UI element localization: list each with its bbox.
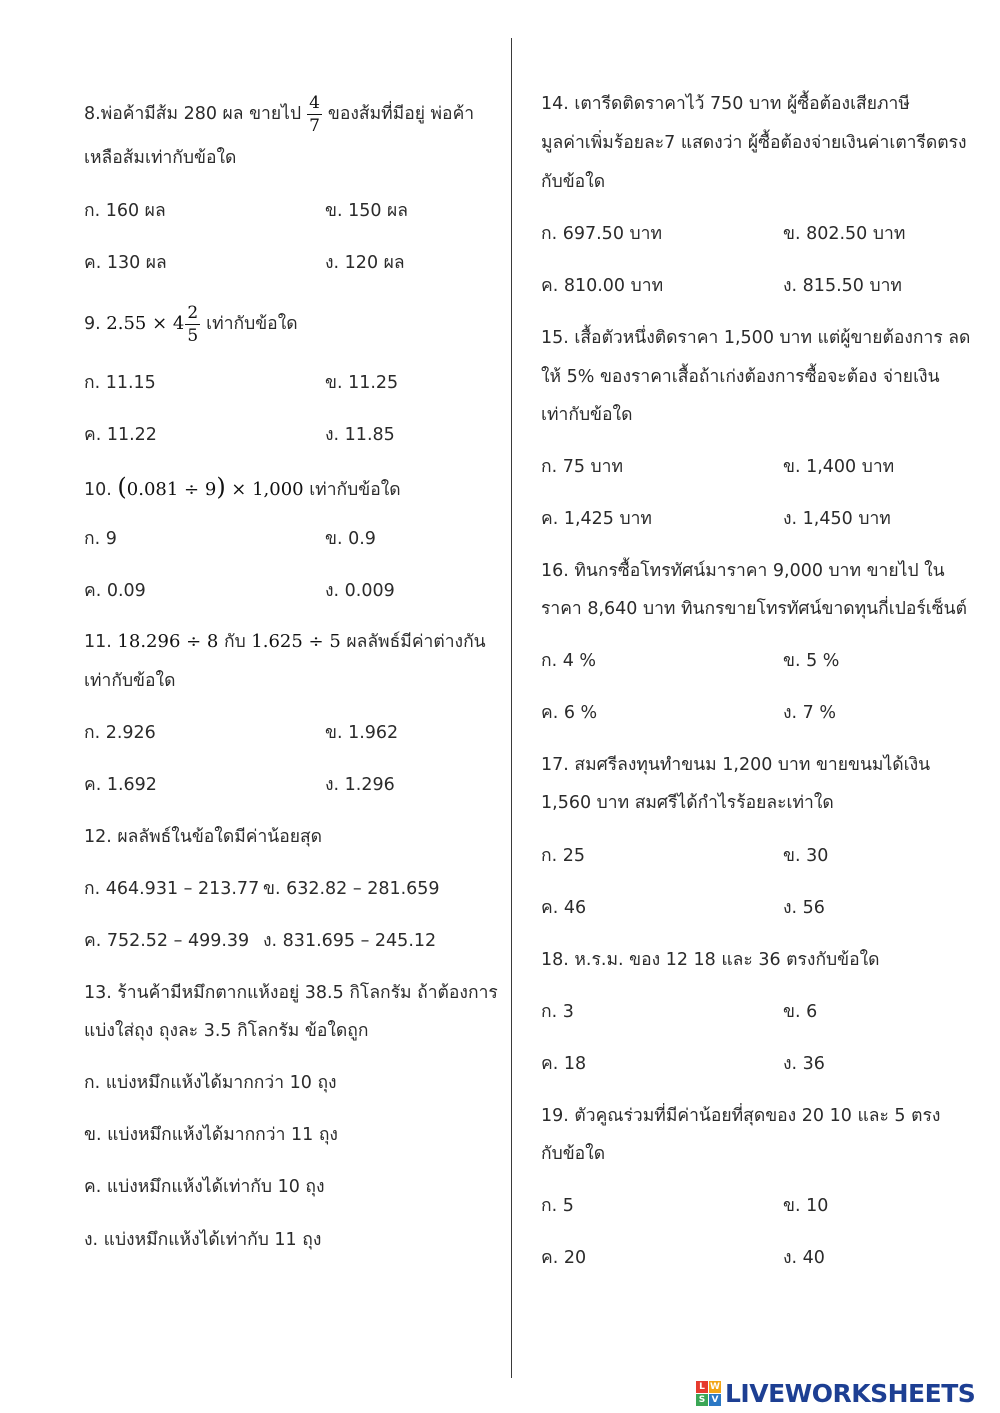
q11-connector: กับ	[223, 632, 246, 652]
q11-option-b[interactable]: ข. 1.962	[325, 723, 399, 743]
q9-expression: 2.55 × 4	[106, 313, 185, 334]
liveworksheets-logo-icon	[696, 1381, 721, 1406]
q10-option-c[interactable]: ค. 0.09	[84, 581, 146, 601]
q10-line-1	[84, 471, 401, 506]
q15-option-c[interactable]: ค. 1,425 บาท	[541, 509, 652, 529]
q16-option-b[interactable]: ข. 5 %	[783, 651, 840, 671]
q10-option-d[interactable]: ง. 0.009	[325, 581, 395, 601]
q17-line-2: 1,560 บาท สมศรีได้กำไรร้อยละเท่าใด	[541, 793, 834, 813]
q9-option-b[interactable]: ข. 11.25	[325, 373, 399, 393]
q12-option-d[interactable]: ง. 831.695 – 245.12	[263, 931, 437, 951]
q10-option-a[interactable]: ก. 9	[84, 529, 117, 549]
q14-line-2: มูลค่าเพิ่มร้อยละ7 แสดงว่า ผู้ซื้อต้องจ่ายเงินค่าเตารีดตรง	[541, 133, 967, 153]
logo-mark-cell: S	[696, 1394, 708, 1406]
q13-option-d[interactable]: ง. แบ่งหมึกแห้งได้เท่ากับ 11 ถุง	[84, 1230, 322, 1250]
q16-line-1: 16. ทินกรซื้อโทรทัศน์มาราคา 9,000 บาท ขายไป ใน	[541, 561, 945, 581]
q15-line-3: เท่ากับข้อใด	[541, 405, 633, 425]
q11-option-a[interactable]: ก. 2.926	[84, 723, 156, 743]
q13-line-1: 13. ร้านค้ามีหมึกตากแห้งอยู่ 38.5 กิโลกรัม ถ้าต้องการ	[84, 983, 498, 1003]
q9-fraction-numerator: 2	[187, 302, 199, 323]
q11-suffix: ผลลัพธ์มีค่าต่างกัน	[346, 632, 486, 652]
q18-option-a[interactable]: ก. 3	[541, 1002, 574, 1022]
q10-number: 10.	[84, 480, 112, 500]
q18-option-d[interactable]: ง. 36	[783, 1054, 825, 1074]
q17-option-b[interactable]: ข. 30	[783, 846, 829, 866]
q14-option-a[interactable]: ก. 697.50 บาท	[541, 224, 662, 244]
q11-line-2: เท่ากับข้อใด	[84, 671, 176, 691]
q8-fraction-numerator: 4	[309, 92, 320, 113]
q14-option-b[interactable]: ข. 802.50 บาท	[783, 224, 906, 244]
q12-line-1: 12. ผลลัพธ์ในข้อใดมีค่าน้อยสุด	[84, 827, 323, 847]
q17-option-d[interactable]: ง. 56	[783, 898, 825, 918]
q8-option-a[interactable]: ก. 160 ผล	[84, 201, 166, 221]
logo-mark-cell: W	[710, 1381, 720, 1392]
logo-mark-cell: L	[696, 1381, 708, 1393]
q10-expression-tail: × 1,000	[231, 479, 304, 500]
q8-fraction-denominator: 7	[309, 115, 320, 136]
q10-close-paren: )	[216, 473, 226, 501]
q11-option-d[interactable]: ง. 1.296	[325, 775, 395, 795]
q9-fraction	[185, 302, 200, 347]
q11-number: 11.	[84, 632, 112, 652]
q9-suffix: เท่ากับข้อใด	[206, 314, 298, 334]
q15-line-2: ให้ 5% ของราคาเสื้อถ้าเก่งต้องการซื้อจะต้อง จ่ายเงิน	[541, 367, 940, 387]
q19-option-d[interactable]: ง. 40	[783, 1248, 825, 1268]
q13-option-a[interactable]: ก. แบ่งหมึกแห้งได้มากกว่า 10 ถุง	[84, 1073, 337, 1093]
column-divider	[511, 38, 512, 1378]
q13-option-c[interactable]: ค. แบ่งหมึกแห้งได้เท่ากับ 10 ถุง	[84, 1177, 325, 1197]
q14-line-3: กับข้อใด	[541, 172, 606, 192]
q18-option-b[interactable]: ข. 6	[783, 1002, 818, 1022]
q10-suffix: เท่ากับข้อใด	[309, 480, 401, 500]
q15-option-d[interactable]: ง. 1,450 บาท	[783, 509, 891, 529]
q8-option-d[interactable]: ง. 120 ผล	[325, 253, 405, 273]
logo-mark-cell: V	[709, 1394, 721, 1406]
q9-fraction-denominator: 5	[187, 325, 199, 346]
q8-text-b: ของส้มที่มีอยู่ พ่อค้า	[327, 104, 475, 124]
liveworksheets-logo-text: LIVEWORKSHEETS	[725, 1378, 976, 1408]
q9-line-1	[84, 300, 298, 348]
q11-option-c[interactable]: ค. 1.692	[84, 775, 157, 795]
q16-option-d[interactable]: ง. 7 %	[783, 703, 836, 723]
q10-expression-inner: 0.081 ÷ 9	[126, 479, 217, 500]
q13-line-2: แบ่งใส่ถุง ถุงละ 3.5 กิโลกรัม ข้อใดถูก	[84, 1021, 369, 1041]
q12-option-a[interactable]: ก. 464.931 – 213.77	[84, 879, 260, 899]
q10-open-paren: (	[117, 473, 127, 501]
q15-option-b[interactable]: ข. 1,400 บาท	[783, 457, 895, 477]
q13-option-b[interactable]: ข. แบ่งหมึกแห้งได้มากกว่า 11 ถุง	[84, 1125, 338, 1145]
q8-option-b[interactable]: ข. 150 ผล	[325, 201, 409, 221]
liveworksheets-logo	[696, 1378, 975, 1408]
q14-line-1: 14. เตารีดติดราคาไว้ 750 บาท ผู้ซื้อต้องเสียภาษี	[541, 94, 910, 114]
q16-line-2: ราคา 8,640 บาท ทินกรขายโทรทัศน์ขาดทุนกี่เปอร์เซ็นต์	[541, 599, 967, 619]
q18-line-1: 18. ห.ร.ม. ของ 12 18 และ 36 ตรงกับข้อใด	[541, 950, 880, 970]
q11-expression-1: 18.296 ÷ 8	[117, 631, 219, 652]
q19-line-1: 19. ตัวคูณร่วมที่มีค่าน้อยที่สุดของ 20 10 และ 5 ตรง	[541, 1106, 941, 1126]
q10-option-b[interactable]: ข. 0.9	[325, 529, 376, 549]
q15-line-1: 15. เสื้อตัวหนึ่งติดราคา 1,500 บาท แต่ผู้ขายต้องการ ลด	[541, 328, 971, 348]
q15-option-a[interactable]: ก. 75 บาท	[541, 457, 624, 477]
q19-line-2: กับข้อใด	[541, 1144, 606, 1164]
q14-option-d[interactable]: ง. 815.50 บาท	[783, 276, 902, 296]
q11-expression-2: 1.625 ÷ 5	[251, 631, 341, 652]
q8-line-2: เหลือส้มเท่ากับข้อใด	[84, 148, 237, 168]
q17-option-c[interactable]: ค. 46	[541, 898, 587, 918]
q8-option-c[interactable]: ค. 130 ผล	[84, 253, 167, 273]
q17-option-a[interactable]: ก. 25	[541, 846, 585, 866]
q8-line-1	[84, 90, 474, 138]
q8-fraction	[307, 92, 322, 137]
q11-line-1	[84, 630, 486, 654]
q19-option-c[interactable]: ค. 20	[541, 1248, 587, 1268]
q9-option-a[interactable]: ก. 11.15	[84, 373, 156, 393]
q16-option-a[interactable]: ก. 4 %	[541, 651, 597, 671]
q12-option-c[interactable]: ค. 752.52 – 499.39	[84, 931, 250, 951]
q8-text-a: 8.พ่อค้ามีส้ม 280 ผล ขายไป	[84, 104, 302, 124]
q19-option-a[interactable]: ก. 5	[541, 1196, 574, 1216]
q9-option-d[interactable]: ง. 11.85	[325, 425, 395, 445]
q18-option-c[interactable]: ค. 18	[541, 1054, 587, 1074]
q19-option-b[interactable]: ข. 10	[783, 1196, 829, 1216]
q17-line-1: 17. สมศรีลงทุนทำขนม 1,200 บาท ขายขนมได้เงิน	[541, 755, 931, 775]
q9-number: 9.	[84, 314, 101, 334]
q9-option-c[interactable]: ค. 11.22	[84, 425, 157, 445]
q16-option-c[interactable]: ค. 6 %	[541, 703, 598, 723]
q14-option-c[interactable]: ค. 810.00 บาท	[541, 276, 664, 296]
q12-option-b[interactable]: ข. 632.82 – 281.659	[263, 879, 440, 899]
